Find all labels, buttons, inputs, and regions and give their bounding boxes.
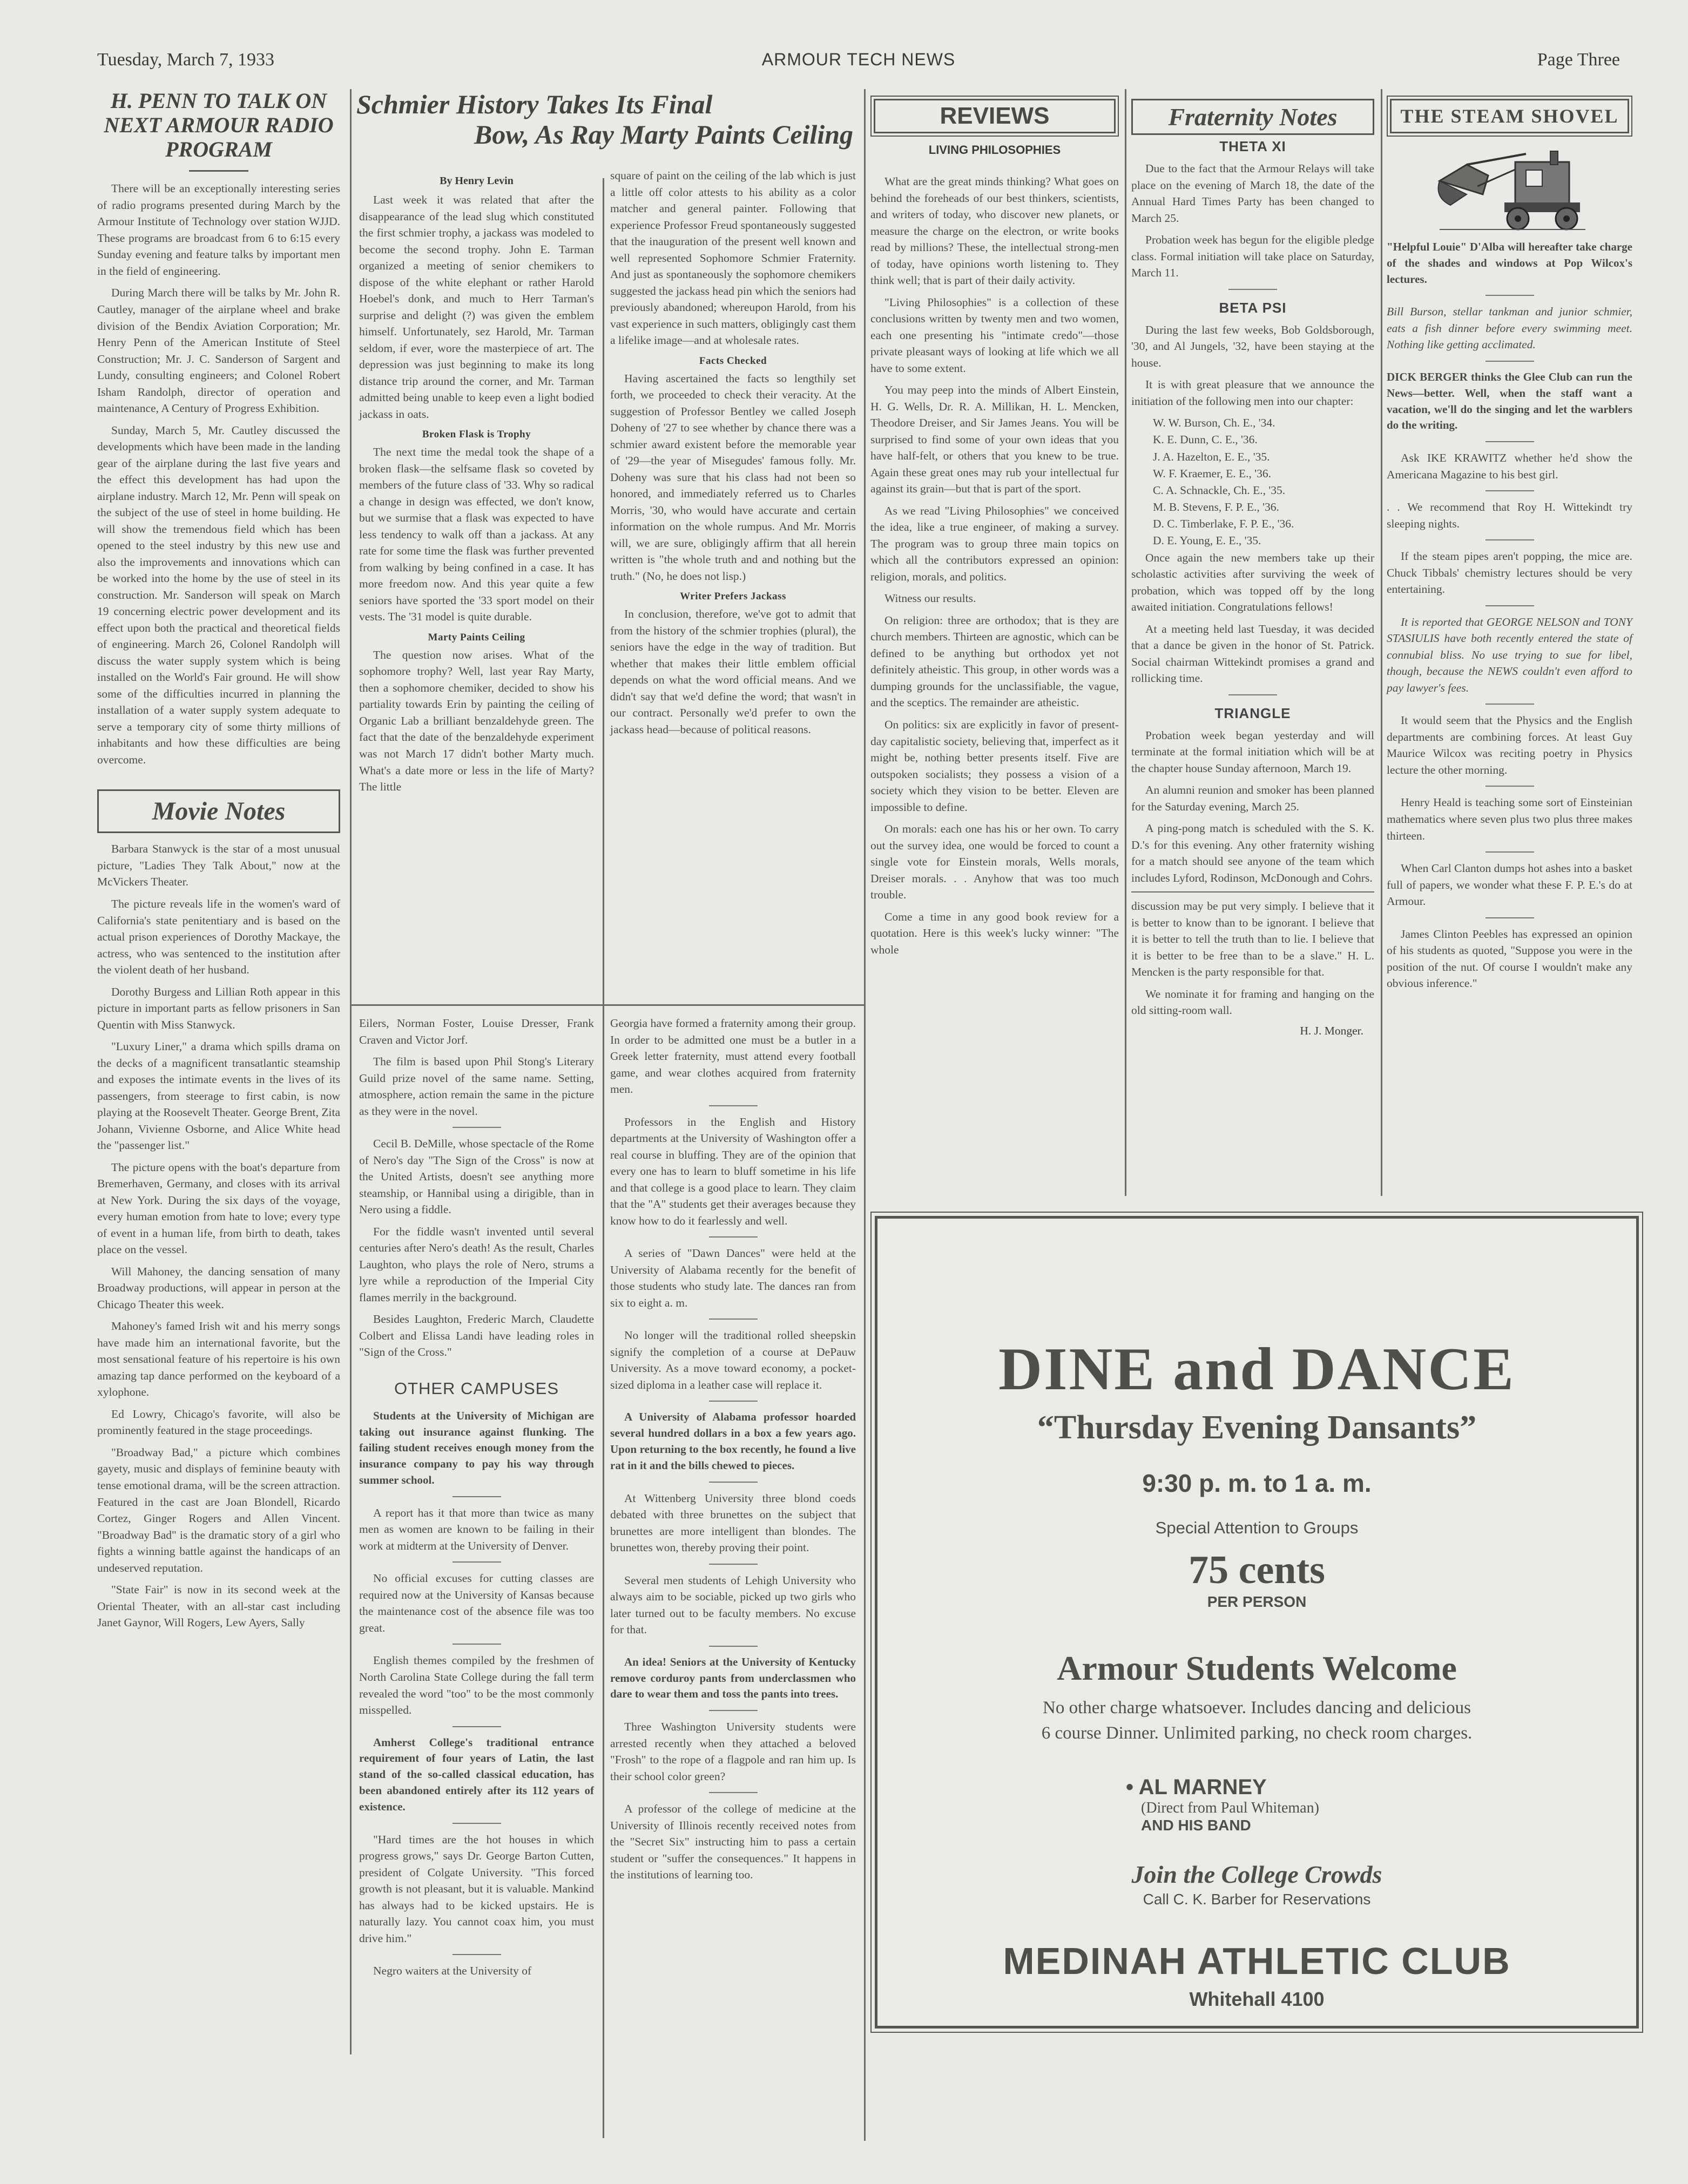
movie-paragraph: The film is based upon Phil Stong's Literary Guild prize novel of the same name. Setting, atmosphere, action remain the same in the picture as they were in the novel.	[359, 1055, 594, 1118]
schmier-left-column	[359, 167, 594, 801]
movie-paragraph: Will Mahoney, the dancing sensation of many Broadway productions, will appear in person at the Chicago Theater this week.	[97, 1265, 340, 1311]
chapter-beta-psi: BETA PSI	[1219, 299, 1287, 316]
divider	[709, 1564, 758, 1565]
column-item: Ask IKE KRAWITZ whether he'd show the Americana Magazine to his best girl.	[1387, 451, 1632, 481]
subhead: Writer Prefers Jackass	[680, 591, 786, 603]
ad-per-person: PER PERSON	[1207, 1593, 1307, 1610]
column-item: "Helpful Louie" D'Alba will hereafter take charge of the shades and windows at Pop Wilcox's lectures.	[1387, 240, 1632, 286]
movie-paragraph: For the fiddle wasn't invented until several centuries after Nero's death! As the result, Charles Laughton, who plays the role of Nero, strums a lyre while a reproduction of the Imperial City flames merrily in the background.	[359, 1225, 594, 1304]
frat-paragraph: An alumni reunion and smoker has been planned for the Saturday evening, March 25.	[1131, 783, 1374, 813]
ad-band-block	[1126, 1775, 1636, 1834]
divider	[453, 1561, 501, 1563]
divider	[189, 170, 248, 172]
review-paragraph: On politics: six are explicitly in favor of present-day capitalistic society, believing that, imperfect as it might be, nothing better presents itself. Five are outspoken socialists; they possess a vision of a society which they vision to be better. Eleven are impossible to define.	[870, 718, 1119, 814]
column-3-lower	[610, 1015, 856, 1889]
divider	[1486, 441, 1534, 442]
schmier-right-column	[610, 167, 856, 743]
campus-item: At Wittenberg University three blond coeds debated with three brunettes on the subject that brunettes are more intelligent than blondes. The brunettes won, thereby proving their point.	[610, 1491, 856, 1554]
frat-paragraph: During the last few weeks, Bob Goldsborough, '30, and Al Jungels, '32, have been staying at the house.	[1131, 323, 1374, 369]
movie-paragraph: The picture opens with the boat's departure from Bremerhaven, Germany, and closes with its arrival at New York. During the six days of the voyage, every human emotion from hate to love; every type of event in a human life, from birth to death, takes place on the vessel.	[97, 1160, 340, 1256]
article-paragraph: Sunday, March 5, Mr. Cautley discussed the developments which have been made in the landing gear of the airplane during the last five years and the effect this development has had upon the airplane industry. March 12, Mr. Penn will speak on the subject of the use of steel in home building. He will show the tremendous field which has been opened to the steel industry by this new use and also the improvements and innovations which can be worked into the home by the use of steel in its construction. Mr. Sanderson will speak on March 19 concerning electric power development and its effect upon both the practical and theoretical fields of engineering. March 26, Colonel Randolph will discuss the water supply system which is being installed on the World's Fair ground. He will show some of the difficulties incurred in planning the installation of a water supply system adequate to serve a temporary city of some thirty millions of inhabitants and how these difficulties are being overcome.	[97, 423, 340, 766]
review-paragraph: On religion: three are orthodox; that is they are church members. Thirteen are agnostic, which can be defined to be anything but orthodox yet not definitely atheistic. This group, in other words was a dumping grounds for the unclassifiable, the vague, and the sceptics. The remainder are atheistic.	[870, 613, 1119, 709]
divider	[453, 1496, 501, 1497]
divider	[709, 1482, 758, 1483]
campus-item: Students at the University of Michigan are taking out insurance against flunking. The failing student receives enough money from the insurance company to pay his way through summer school.	[359, 1409, 594, 1487]
section-rule	[1131, 891, 1374, 892]
column-rule	[1125, 89, 1126, 1196]
chapter-triangle: TRIANGLE	[1214, 705, 1291, 721]
campus-item: No longer will the traditional rolled sheepskin signify the completion of a course at DePauw University. As a move toward economy, a pocket-sized diploma in a leather case will replace it.	[610, 1329, 856, 1391]
divider	[709, 1646, 758, 1647]
frat-paragraph: Probation week has begun for the eligible pledge class. Formal initiation will take place on Saturday, March 11.	[1131, 233, 1374, 280]
frat-paragraph: At a meeting held last Tuesday, it was decided that a dance be given in the honor of St. Patrick. Social chairman Wittekindt promises a grand and rollicking time.	[1131, 622, 1374, 685]
movie-notes-article	[97, 841, 340, 1631]
campus-item: Three Washington University students were arrested recently when they attached a beloved "Frosh" to the rope of a flagpole and ran him up. Is their school color green?	[610, 1720, 856, 1783]
divider	[453, 1954, 501, 1955]
ad-phone: Whitehall 4100	[1189, 1988, 1325, 2011]
member-entry: J. A. Hazelton, E. E., '35.	[1153, 450, 1270, 463]
member-entry: M. B. Stevens, F. P. E., '36.	[1153, 501, 1279, 514]
frat-paragraph: A ping-pong match is scheduled with the S. K. D.'s for this evening. Any other fraternity wishing for a match should see anyone of the team which includes Lyford, Rodinson, McDonough and Cohrs.	[1131, 822, 1374, 884]
column-item: . . We recommend that Roy H. Wittekindt try sleeping nights.	[1387, 501, 1632, 530]
campus-item: Amherst College's traditional entrance requirement of four years of Latin, the last stand of the so-called classical education, has been abandoned entirely after its 112 years of existence.	[359, 1735, 594, 1813]
campus-item: Negro waiters at the University of	[373, 1964, 532, 1978]
campus-item: A University of Alabama professor hoarded several hundred dollars in a box a few years ago. Upon returning to the box recently, he found a live rat in it and the bills chewed to pieces.	[610, 1410, 856, 1472]
review-paragraph: "Living Philosophies" is a collection of these conclusions written by twenty men and two women, each one presenting his "intimate credo"—those private pleasant ways of looking at life which we all have to some extent.	[870, 295, 1119, 375]
divider	[1486, 704, 1534, 705]
member-entry: D. C. Timberlake, F. P. E., '36.	[1153, 517, 1294, 531]
campus-item: A report has it that more than twice as many men as women are known to be failing in their work at midterm at the University of Denver.	[359, 1506, 594, 1552]
page-number: Page Three	[1537, 50, 1620, 70]
article-paragraph: Having ascertained the facts so lengthily set forth, we proceeded to check their veracity. At the suggestion of Professor Bentley we called Joseph Doheny of '27 to see whether by chance there was a schmier award existent before the memorable year of '29—the year of Misegudes' famous folly. Mr. Doheny was sure that his class had not been so honored, and immediately referred us to Charles Morris, '30, who would have accurate and certain information on the whole rumpus. And Mr. Morris will, we are sure, obligingly affirm that all herein written is "the whole truth and and nothing but the truth." (No, he does not lisp.)	[610, 371, 856, 583]
column-item: If the steam pipes aren't popping, the mice are. Chuck Tibbals' chemistry lectures should be very entertaining.	[1387, 550, 1632, 596]
steam-shovel-column	[1387, 89, 1632, 997]
column-item: When Carl Clanton dumps hot ashes into a basket full of papers, we wonder what these F. P. E.'s do at Armour.	[1387, 862, 1632, 908]
column-item: It is reported that GEORGE NELSON and TONY STASIULIS have both recently entered the state of connubial bliss. No use trying to sue for libel, though, because the NEWS couldn't even afford to pay lawyer's fees.	[1387, 615, 1632, 694]
column-rule	[603, 178, 604, 1107]
movie-paragraph: Barbara Stanwyck is the star of a most unusual picture, "Ladies They Talk About," now at the McVickers Theater.	[97, 842, 340, 889]
column-item: DICK BERGER thinks the Glee Club can run the News—better. Well, when the staff want a vacation, we'll do the singing and let the warblers do the writing.	[1387, 370, 1632, 432]
article-paragraph: There will be an exceptionally interesting series of radio programs presented during March by the Armour Institute of Technology over station WJJD. These programs are broadcast from 6 to 6:15 every Sunday evening and feature talks by important men in the field of engineering.	[97, 182, 340, 278]
column-item: Bill Burson, stellar tankman and junior schmier, eats a fish dinner before every swimming meet. Nothing like getting acclimated.	[1387, 305, 1632, 351]
movie-paragraph: "Broadway Bad," a picture which combines gayety, music and displays of feminine beauty with tense emotional drama, will be the screen attraction. Featured in the cast are Joan Blondell, Ricardo Cortez, Ginger Rogers and Allen Vincent. "Broadway Bad" is the dramatic story of a girl who fights a winning battle against the handicaps of an undeserved reputation.	[97, 1445, 340, 1574]
divider	[1228, 694, 1277, 695]
movie-paragraph: Eilers, Norman Foster, Louise Dresser, Frank Craven and Victor Jorf.	[359, 1017, 594, 1046]
column-rule	[350, 89, 352, 2054]
reviews-subtitle: LIVING PHILOSOPHIES	[928, 143, 1061, 157]
article-paragraph: In conclusion, therefore, we've got to admit that from the history of the schmier trophies (plural), the seniors have the edge in the way of tradition. But whether that makes their little emblem official depends on what the word official means. And we didn't say that we'd define the word; that wasn't in our contract. Personally we'd prefer to own the jackass head—because of political reasons.	[610, 607, 856, 736]
campus-item: A series of "Dawn Dances" were held at the University of Alabama recently for the benefit of those students who study late. The dances ran from six to eight a. m.	[610, 1247, 856, 1309]
reviews-column	[870, 89, 1119, 963]
divider	[453, 1127, 501, 1128]
dine-and-dance-ad	[875, 1216, 1639, 2029]
fraternity-column	[1131, 89, 1374, 1038]
campus-item: "Hard times are the hot houses in which progress grows," says Dr. George Barton Cutten, president of Colgate University. "This forced growth is not pleasant, but it is valuable. Mankind has always had to be kicked upstairs. He is naturally lazy. You cannot coax him, you must drive him."	[359, 1833, 594, 1945]
review-paragraph: You may peep into the minds of Albert Einstein, H. G. Wells, Dr. R. A. Millikan, H. L. Mencken, Theodore Dreiser, and Sir James Jeans. You will be surprised to find some of your own ideas that you have half-felt, or others that you knew to be true. Again these great ones may rub your intellectual fur against its grain—but that is part of the sport.	[870, 383, 1119, 496]
movie-paragraph: Dorothy Burgess and Lillian Roth appear in this picture in important parts as fellow prisoners in San Quentin with Miss Stanwyck.	[97, 985, 340, 1031]
ad-welcome: Armour Students Welcome	[1057, 1649, 1457, 1687]
issue-date: Tuesday, March 7, 1933	[97, 50, 275, 70]
ad-attention: Special Attention to Groups	[1155, 1518, 1359, 1537]
divider	[709, 1792, 758, 1793]
byline: By Henry Levin	[440, 175, 514, 187]
ad-note-line: 6 course Dinner. Unlimited parking, no check room charges.	[1041, 1723, 1473, 1743]
steam-shovel-illustration	[1429, 143, 1591, 235]
movie-paragraph: Ed Lowry, Chicago's favorite, will also be prominently featured in the stage proceedings.	[97, 1407, 340, 1437]
ad-time: 9:30 p. m. to 1 a. m.	[1142, 1469, 1372, 1497]
column-rule	[864, 89, 866, 2141]
divider	[1486, 361, 1534, 362]
review-paragraph: Come a time in any good book review for a quotation. Here is this week's lucky winner: "The whole	[870, 910, 1119, 956]
review-paragraph: Witness our results.	[884, 592, 976, 605]
review-paragraph: On morals: each one has his or her own. To carry out the survey idea, one would be forced to count a single vote for Einstein morals, Wells morals, Dreiser morals. . . Anyhow that was too much trouble.	[870, 822, 1119, 902]
campus-item: A professor of the college of medicine at the University of Illinois recently received notes from the "Secret Six" instructing him to pass a certain student or "suffer the consequences." It happens in the institutions of learning too.	[610, 1802, 856, 1882]
column-rule	[1381, 89, 1382, 1196]
subhead: Marty Paints Ceiling	[428, 631, 525, 643]
schmier-headline-block	[356, 89, 859, 150]
member-entry: W. W. Burson, Ch. E., '34.	[1153, 416, 1275, 430]
movie-notes-heading: Movie Notes	[97, 789, 340, 833]
ad-subtitle: “Thursday Evening Dansants”	[1037, 1409, 1477, 1446]
divider	[709, 1710, 758, 1711]
article-paragraph: square of paint on the ceiling of the lab which is just a little off color attests to his ability as a color matcher and general painter. Following that experience Professor Freud spontaneously suggested that the inauguration of the present well known and well represented Sophomore Schmier Fraternity. And just as spontaneously the sophomore chemikers suggested the jackass head pin which the seniors had previously abandoned; whereupon Harold, from his vast experience in such matters, obligingly cast them a lifelike image—and at wholesale rates.	[610, 169, 856, 347]
schmier-headline-2: Bow, As Ray Marty Paints Ceiling	[474, 119, 853, 150]
ad-band-suffix: AND HIS BAND	[1141, 1817, 1251, 1834]
frat-paragraph: It is with great pleasure that we announce the initiation of the following men into our chapter:	[1131, 378, 1374, 408]
movie-paragraph: Cecil B. DeMille, whose spectacle of the Rome of Nero's day "The Sign of the Cross" is now at the United Artists, doesn't see anything more steamship, or Hannibal using a dirigible, than in Nero using a fiddle.	[359, 1137, 594, 1216]
ad-band-origin: (Direct from Paul Whiteman)	[1141, 1800, 1319, 1817]
column-item: It would seem that the Physics and the English departments are combining forces. At least Guy Maurice Wilcox was reciting poetry in Physics lecture the other morning.	[1387, 714, 1632, 776]
review-signature: H. J. Monger.	[1300, 1024, 1363, 1037]
divider	[709, 1236, 758, 1238]
review-continuation: discussion may be put very simply. I believe that it is better to know than to be ignorant. I believe that it is better to tell the truth than to lie. I believe that it is better to be free than to be a slave." H. L. Mencken is the party responsible for that.	[1131, 900, 1374, 979]
campus-item: Professors in the English and History departments at the University of Washington offer a real course in bluffing. They are of the opinion that every one has to learn to bluff sometime in his life and that college is a good place to learn. They claim that the "A" students get their averages because they know how to do it fearlessly and well.	[610, 1115, 856, 1227]
movie-paragraph: The picture reveals life in the women's ward of California's state penitentiary and is based on the actual prison experiences of Dorothy Mackaye, the actress, who was sentenced to the institution after the violent death of her husband.	[97, 897, 340, 977]
divider	[1228, 289, 1277, 290]
column-rule	[603, 1015, 604, 2138]
radio-article	[97, 180, 340, 768]
ad-join: Join the College Crowds	[1131, 1861, 1382, 1889]
fraternity-heading: Fraternity Notes	[1131, 99, 1374, 135]
review-continuation: We nominate it for framing and hanging on the old sitting-room wall.	[1131, 987, 1374, 1017]
ad-call: Call C. K. Barber for Reservations	[1143, 1891, 1371, 1908]
article-paragraph: Last week it was related that after the disappearance of the lead slug which constituted the first schmier trophy, a jackass was modeled to become the second trophy. John E. Tarman organized a meeting of senior chemikers to dispose of the white elephant or rather Harold Hoebel's donk, and much to Herr Tarman's surprise and delight (?) was given the emblem himself. Unfortunately, sez Harold, Mr. Tarman seldom, if ever, wore the masterpiece of art. The depression was just beginning to make its long distance trip around the corner, and Mr. Tarman admitted being unable to keep even a light bodied jackass in oats.	[359, 193, 594, 421]
column-2-lower	[359, 1015, 594, 1985]
ad-note-line: No other charge whatsoever. Includes dancing and delicious	[1043, 1698, 1471, 1718]
movie-paragraph: Mahoney's famed Irish wit and his merry songs have made him an international favorite, but the most sensational feature of his repertoire is his own amazing tap dance performed on the keyboard of a xylophone.	[97, 1320, 340, 1399]
divider	[1486, 917, 1534, 918]
divider	[709, 1318, 758, 1320]
member-entry: W. F. Kraemer, E. E., '36.	[1153, 466, 1272, 480]
masthead	[97, 50, 1620, 77]
divider	[709, 1401, 758, 1402]
review-paragraph: As we read "Living Philosophies" we conceived the idea, like a true engineer, of making a survey. The program was to group three main topics on which all the contributors expressed an opinion: religion, morals, and politics.	[870, 504, 1119, 583]
other-campuses-heading: OTHER CAMPUSES	[394, 1378, 559, 1398]
chapter-theta-xi: THETA XI	[1219, 138, 1286, 154]
article-paragraph: The question now arises. What of the sophomore trophy? Well, last year Ray Marty, then a sophomore chemiker, decided to show his partiality towards Erin by painting the ceiling of Organic Lab a brilliant benzaldehyde green. The fact that the date of the benzaldehyde experiment was not March 17 didn't bother Marty much. What's a date more or less in the life of Marty? The little	[359, 648, 594, 794]
divider	[1486, 539, 1534, 540]
divider	[453, 1823, 501, 1824]
campus-item: English themes compiled by the freshmen of North Carolina State College during the fall term revealed the word "too" to be the most commonly misspelled.	[359, 1654, 594, 1717]
movie-paragraph: "State Fair" is now in its second week at the Oriental Theater, with an all-star cast including Janet Gaynor, Will Rogers, Lew Ayers, Sally	[97, 1583, 340, 1629]
ad-price: 75 cents	[1189, 1548, 1325, 1592]
schmier-headline-1: Schmier History Takes Its Final	[356, 89, 713, 119]
ad-club-name: MEDINAH ATHLETIC CLUB	[1003, 1940, 1511, 1983]
divider	[1486, 786, 1534, 787]
steam-shovel-heading: THE STEAM SHOVEL	[1390, 99, 1629, 133]
campus-item: Georgia have formed a fraternity among their group. In order to be admitted one must be a butler in a Greek letter fraternity, must attend every football game, and wear clothes acquired from fraternity men.	[610, 1017, 856, 1096]
frat-paragraph: Once again the new members take up their scholastic activities after surviving the week of probation, which was topped off by the long awaited initiation. Congratulations fellows!	[1131, 551, 1374, 614]
campus-item: No official excuses for cutting classes are required now at the University of Kansas because the maintenance cost of the absence file was too great.	[359, 1572, 594, 1634]
subhead: Broken Flask is Trophy	[422, 429, 531, 441]
divider	[453, 1644, 501, 1645]
member-entry: C. A. Schnackle, Ch. E., '35.	[1153, 483, 1286, 497]
article-paragraph: During March there will be talks by Mr. John R. Cautley, manager of the airplane wheel and brake division of the Bendix Aviation Corporation; Mr. Henry Penn of the American Institute of Steel Construction; Mr. J. C. Sanderson of Sargent and Lundy, consulting engineers; and Colonel Robert Isham Randolph, director of operation and maintenance, A Century of Progress Exhibition.	[97, 286, 340, 415]
member-list	[1131, 415, 1374, 549]
movie-paragraph: Besides Laughton, Frederic March, Claudette Colbert and Elissa Landi have leading roles in "Sign of the Cross."	[359, 1313, 594, 1359]
campus-item: Several men students of Lehigh University who always aim to be sociable, picked up two girls who later turned out to be faculty members. No excuse for that.	[610, 1573, 856, 1637]
column-item: Henry Heald is teaching some sort of Einsteinian mathematics where seven plus two plus three makes thirteen.	[1387, 796, 1632, 842]
column-radio	[97, 89, 340, 1637]
member-entry: K. E. Dunn, C. E., '36.	[1153, 433, 1258, 447]
ad-band-name: • AL MARNEY	[1126, 1775, 1267, 1800]
divider	[709, 1105, 758, 1106]
campus-item: An idea! Seniors at the University of Kentucky remove corduroy pants from underclassmen who dare to wear them and toss the pants into trees.	[610, 1655, 856, 1701]
divider	[1486, 605, 1534, 606]
divider	[1486, 851, 1534, 853]
movie-paragraph: "Luxury Liner," a drama which spills drama on the decks of a magnificent transatlantic steamship and exposes the intimate events in the lives of its passengers, from steerage to first cabin, is now playing at the Roosevelt Theater. George Brent, Zita Johann, Vivienne Osborne, and Alice White head the "passenger list."	[97, 1040, 340, 1152]
radio-headline: H. PENN TO TALK ON NEXT ARMOUR RADIO PROGRAM	[104, 89, 334, 161]
section-rule	[351, 1004, 864, 1006]
reviews-heading: REVIEWS	[874, 99, 1116, 133]
subhead: Facts Checked	[699, 355, 767, 367]
divider	[1486, 490, 1534, 491]
review-paragraph: What are the great minds thinking? What goes on behind the foreheads of our best thinkers, scientists, and writers of today, who discover new planets, or measure the charge on the electron, or write books read by millions? These, the intellectual strong-men of today, have opinions worth listening to. They think well; that is part of their daily activity.	[870, 175, 1119, 287]
frat-paragraph: Probation week began yesterday and will terminate at the formal initiation which will be at the chapter house Sunday afternoon, March 19.	[1131, 728, 1374, 775]
paper-name: ARMOUR TECH NEWS	[761, 50, 956, 69]
column-item: James Clinton Peebles has expressed an opinion of his students as quoted, "Suppose you were in the position of the nut. Of course I wouldn't make any obvious inference."	[1387, 927, 1632, 990]
divider	[1486, 295, 1534, 296]
frat-paragraph: Due to the fact that the Armour Relays will take place on the evening of March 18, the date of the Annual Hard Times Party has been changed to March 25.	[1131, 162, 1374, 225]
ad-title: DINE and DANCE	[998, 1336, 1515, 1403]
member-entry: D. E. Young, E. E., '35.	[1153, 534, 1261, 547]
divider	[453, 1726, 501, 1727]
article-paragraph: The next time the medal took the shape of a broken flask—the selfsame flask so coveted by members of the future class of '33. Why so radical a change in design was effected, we don't know, but we surmise that a flask was expected to have less tendency to walk off than a jackass. At any rate for some time the flask was further prevented from walking by being confined in a case. It has more freedom now. And this year quite a few seniors have sported the '33 sport model on their vests. The '31 model is quite durable.	[359, 445, 594, 624]
